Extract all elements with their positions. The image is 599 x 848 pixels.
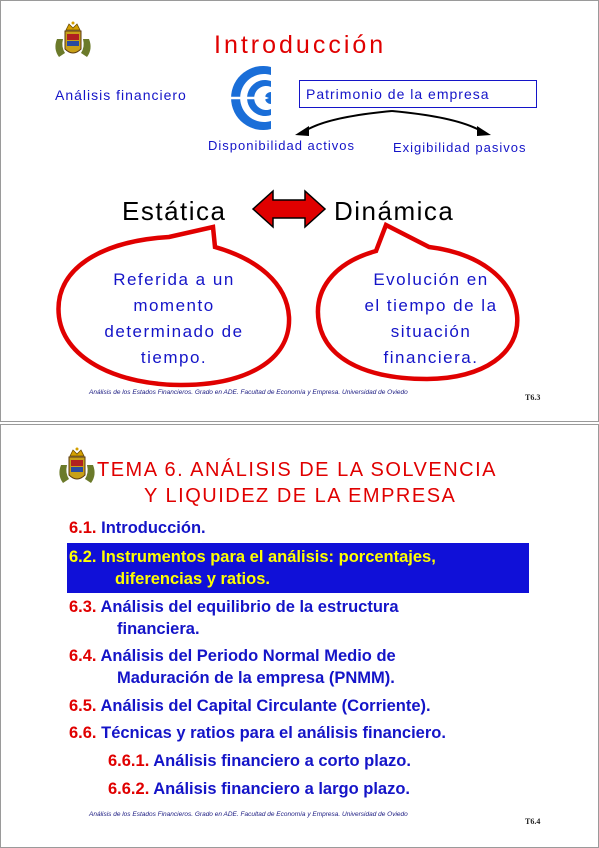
toc-item-6-6-1[interactable]: 6.6.1. Análisis financiero a corto plazo. bbox=[108, 752, 411, 770]
bubble-static-text: Referida a un momento determinado de tiempo. bbox=[104, 270, 244, 367]
tema-title-line1: TEMA 6. ANÁLISIS DE LA SOLVENCIA bbox=[97, 459, 497, 481]
slide-tema6 bbox=[0, 424, 599, 848]
dinamica-label: Dinámica bbox=[334, 196, 455, 226]
toc-item-6-1[interactable]: 6.1. Introducción. bbox=[69, 519, 206, 537]
slide-footer: Análisis de los Estados Financieros. Grado en ADE. Facultad de Economía y Empresa. Universidad de Oviedo bbox=[89, 811, 408, 818]
analysis-label: Análisis financiero bbox=[55, 87, 187, 103]
slide-introduccion bbox=[0, 0, 599, 422]
disponibilidad-label: Disponibilidad activos bbox=[208, 138, 356, 153]
toc-item-6-5[interactable]: 6.5. Análisis del Capital Circulante (Corriente). bbox=[69, 697, 431, 715]
toc-item-6-6[interactable]: 6.6. Técnicas y ratios para el análisis financiero. bbox=[69, 724, 446, 742]
toc-item-6-2-highlight[interactable]: 6.2. Instrumentos para el análisis: porcentajes, diferencias y ratios. bbox=[67, 543, 529, 593]
page-number: T6.3 bbox=[525, 393, 541, 402]
page-number: T6.4 bbox=[525, 817, 541, 826]
exigibilidad-label: Exigibilidad pasivos bbox=[393, 140, 527, 155]
toc-item-6-4[interactable]: 6.4. Análisis del Periodo Normal Medio de Maduración de la empresa (PNMM). bbox=[69, 647, 396, 687]
university-crest-icon bbox=[55, 445, 99, 489]
slide-title: Introducción bbox=[214, 31, 387, 59]
toc-item-6-6-2[interactable]: 6.6.2. Análisis financiero a largo plazo. bbox=[108, 780, 411, 798]
tema-title-line2: Y LIQUIDEZ DE LA EMPRESA bbox=[144, 485, 457, 507]
slide-footer: Análisis de los Estados Financieros. Grado en ADE. Facultad de Economía y Empresa. Universidad de Oviedo bbox=[89, 389, 408, 396]
toc-item-6-3[interactable]: 6.3. Análisis del equilibrio de la estructura financiera. bbox=[69, 598, 399, 638]
bubble-dynamic-text: Evolución en el tiempo de la situación financiera. bbox=[364, 270, 498, 367]
estatica-label: Estática bbox=[122, 196, 227, 226]
patrimonio-label: Patrimonio de la empresa bbox=[306, 86, 490, 102]
